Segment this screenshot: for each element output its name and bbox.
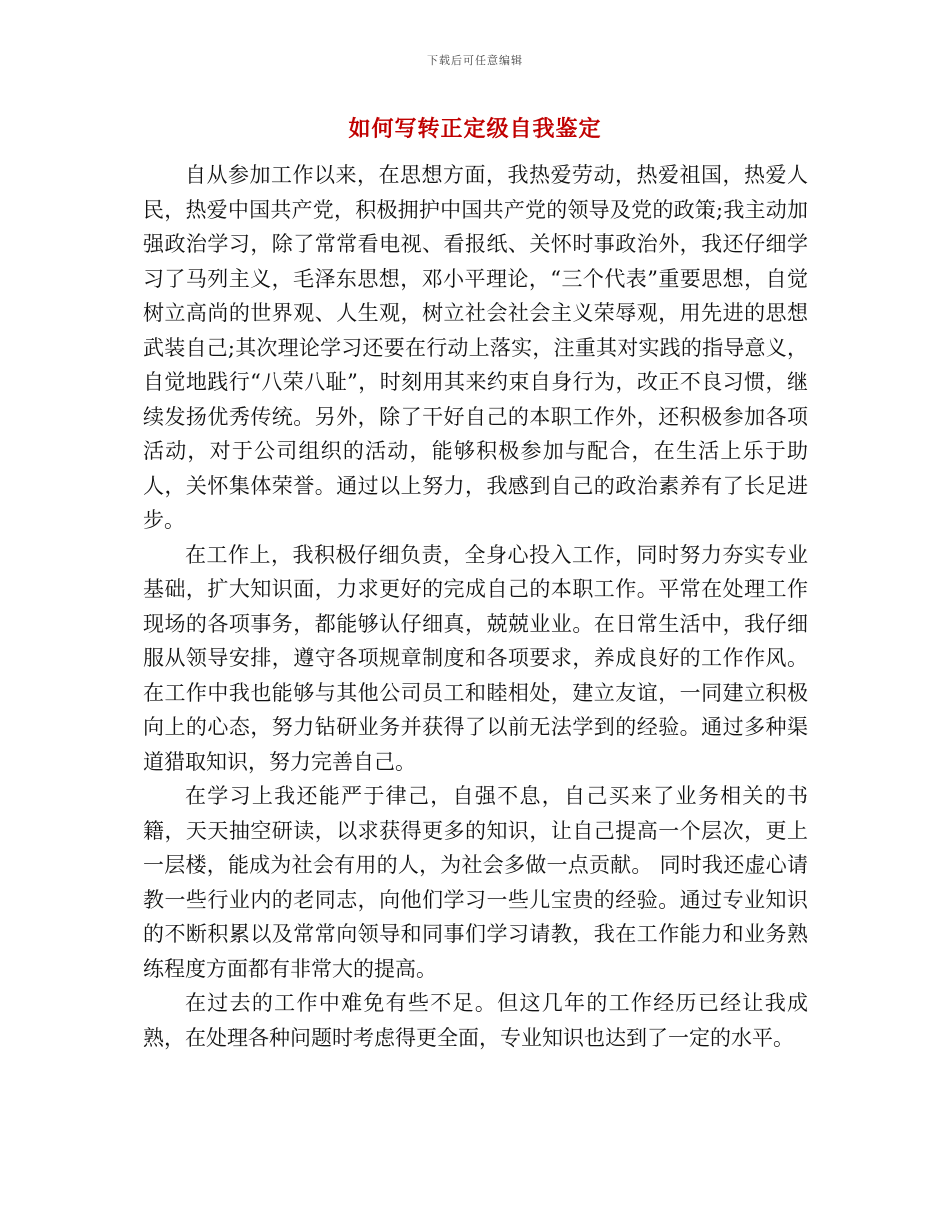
document-body [143, 158, 808, 1055]
paragraph-work: 在工作上，我积极仔细负责，全身心投入工作，同时努力夯实专业基础，扩大知识面，力求更好的完成自己的本职工作。平常在处理工作现场的各项事务，都能够认仔细真，兢兢业业。在日常生活中，我仔细服从领导安排，遵守各项规章制度和各项要求，养成良好的工作作风。在工作中我也能够与其他公司员工和睦相处，建立友谊，一同建立积极向上的心态，努力钻研业务并获得了以前无法学到的经验。通过多种渠道猎取知识，努力完善自己。 [143, 542, 808, 774]
document-title: 如何写转正定级自我鉴定 [348, 117, 602, 142]
paragraph-political: 自从参加工作以来，在思想方面，我热爱劳动，热爱祖国，热爱人民，热爱中国共产党，积极拥护中国共产党的领导及党的政策;我主动加强政治学习，除了常常看电视、看报纸、关怀时事政治外，我还仔细学习了马列主义，毛泽东思想，邓小平理论，“三个代表”重要思想，自觉树立高尚的世界观、人生观，树立社会社会主义荣辱观，用先进的思想武装自己;其次理论学习还要在行动上落实，注重其对实践的指导意义，自觉地践行“八荣八耻”，时刻用其来约束自身行为，改正不良习惯，继续发扬优秀传统。另外，除了干好自己的本职工作外，还积极参加各项活动，对于公司组织的活动，能够积极参加与配合，在生活上乐于助人，关怀集体荣誉。通过以上努力，我感到自己的政治素养有了长足进步。 [143, 163, 808, 532]
paragraph-shortcomings: 在过去的工作中难免有些不足。但这几年的工作经历已经让我成熟，在处理各种问题时考虑得更全面，专业知识也达到了一定的水平。 [143, 991, 808, 1050]
paragraph-study: 在学习上我还能严于律己，自强不息，自己买来了业务相关的书籍，天天抽空研读，以求获得更多的知识，让自己提高一个层次，更上一层楼，能成为社会有用的人，为社会多做一点贡献。 同时我还虚心请教一些行业内的老同志，向他们学习一些儿宝贵的经验。通过专业知识的不断积累以及常常向领导和同事们学习请教，我在工作能力和业务熟练程度方面都有非常大的提高。 [143, 784, 808, 981]
header-note: 下载后可任意编辑 [427, 54, 523, 67]
